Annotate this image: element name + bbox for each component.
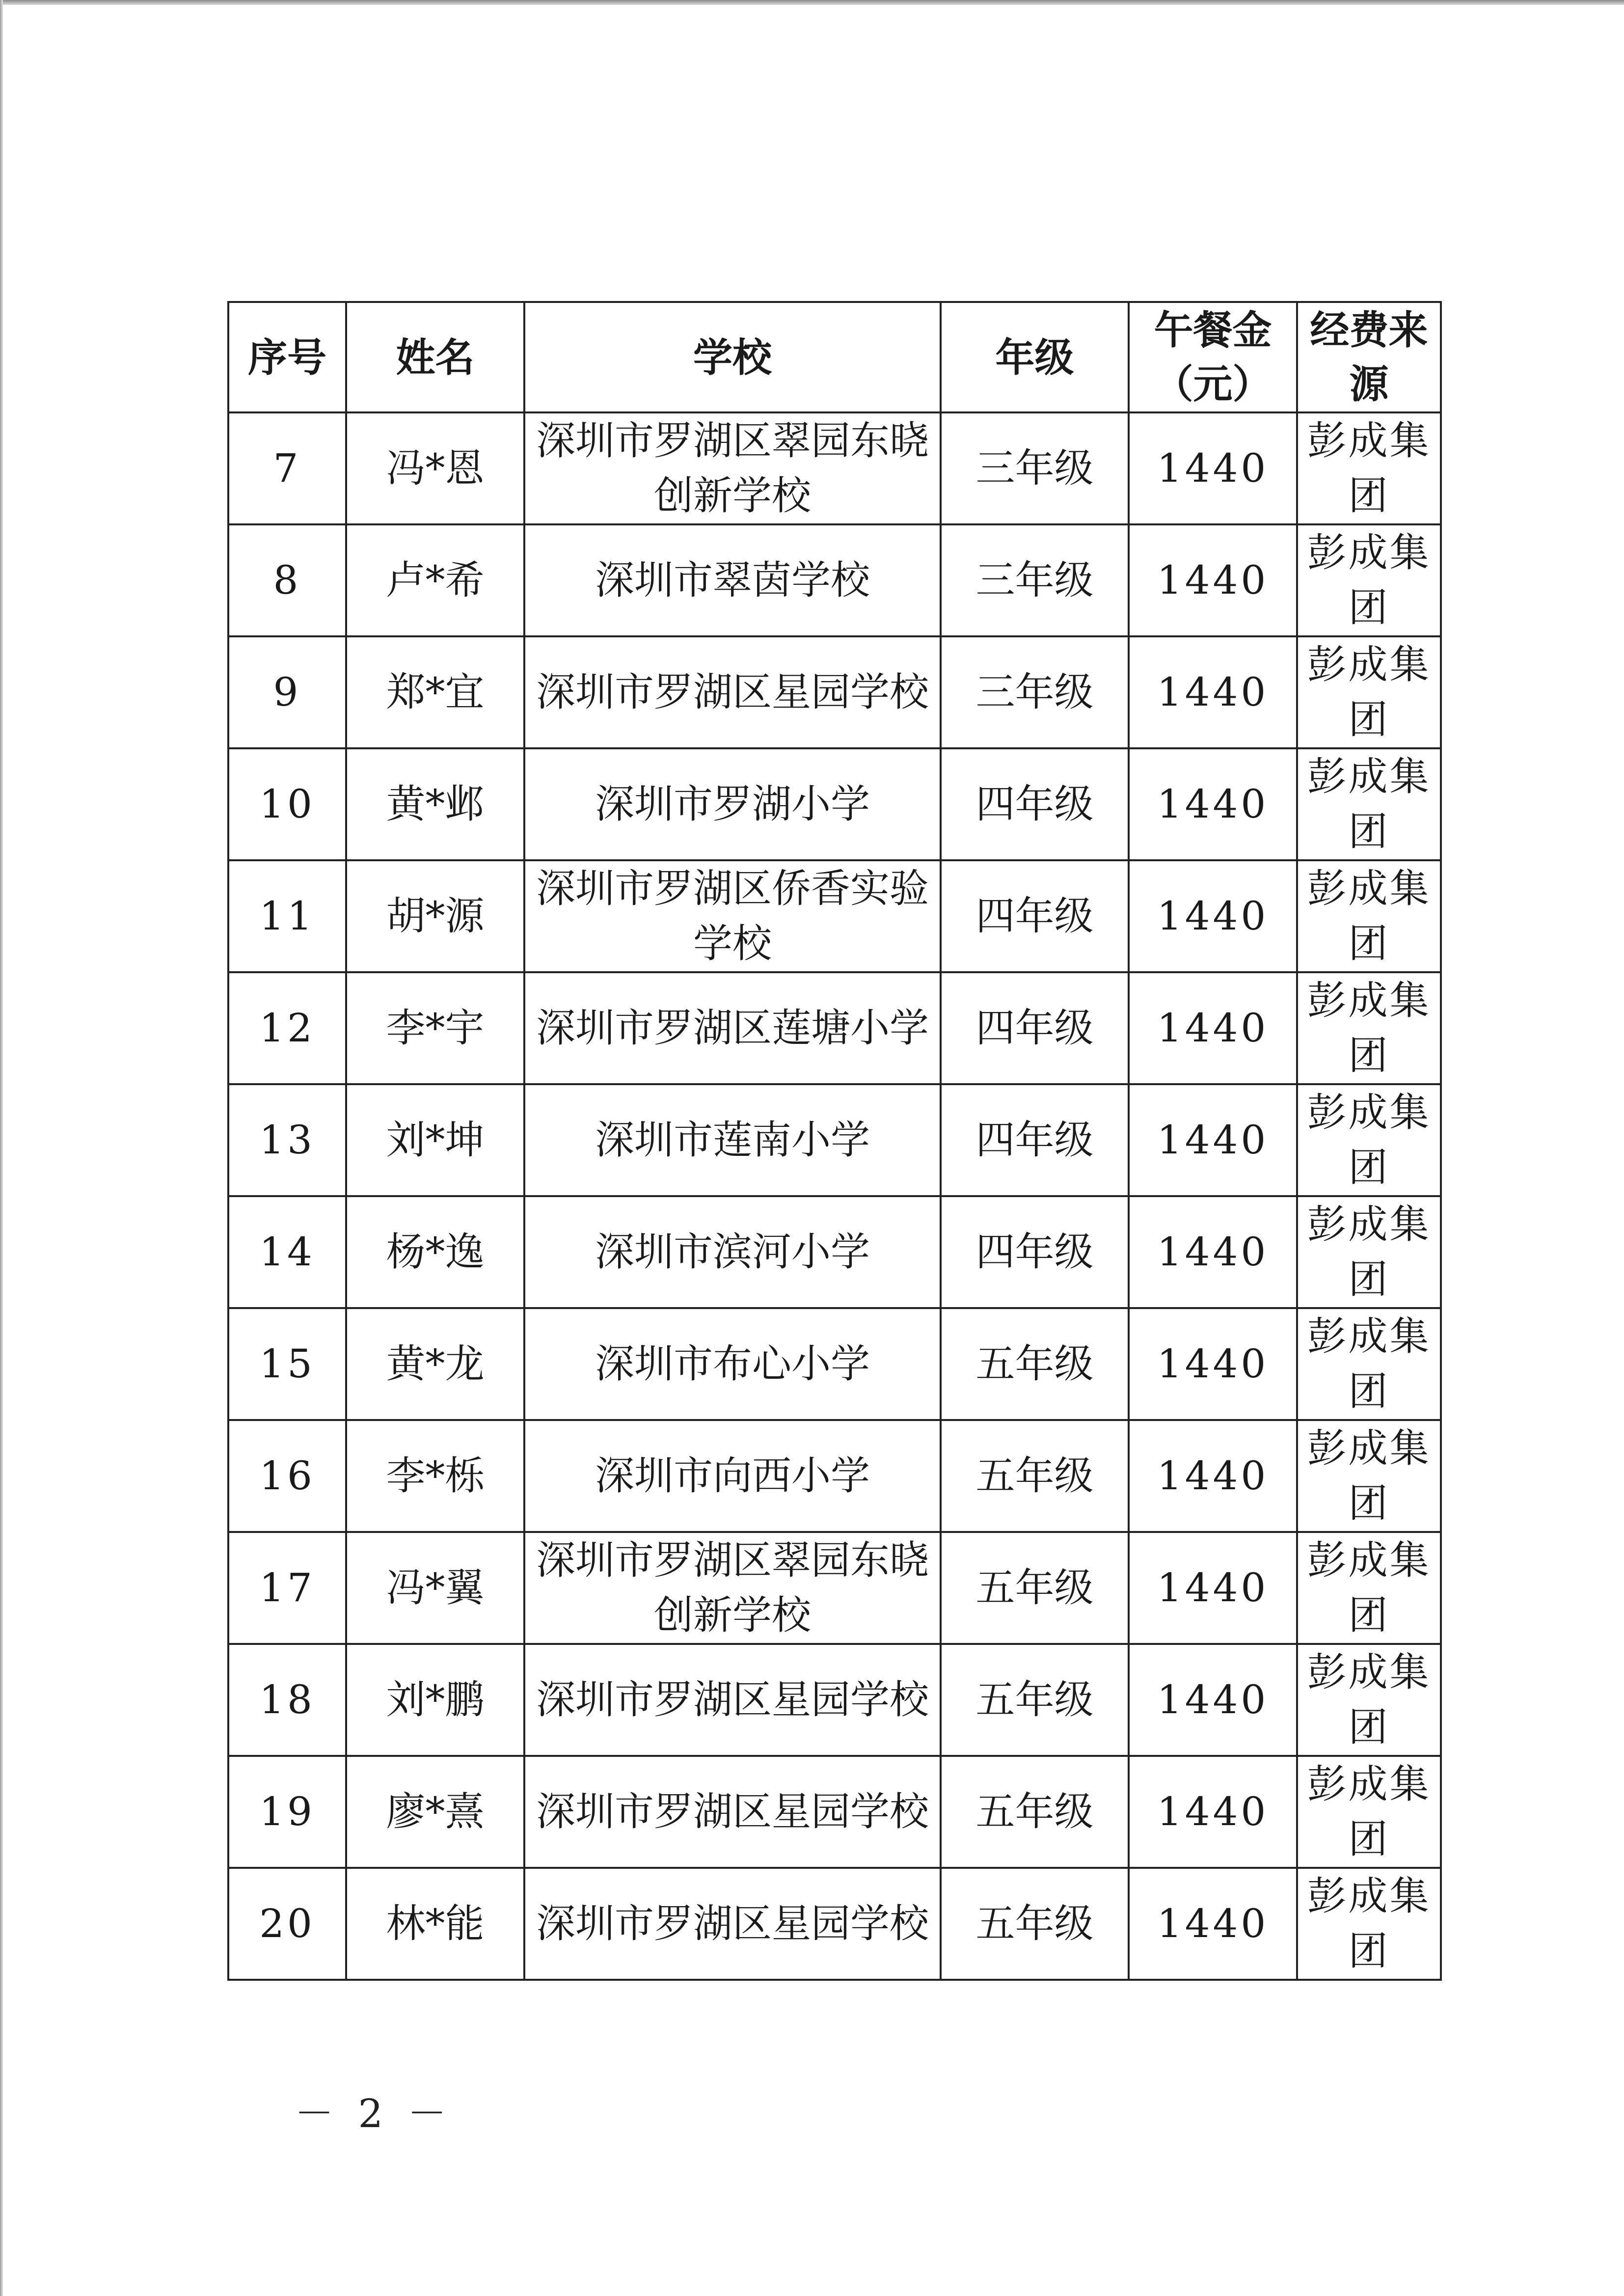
cell-index <box>228 972 346 1084</box>
table-header-row <box>228 302 1441 412</box>
cell-school-text: 深圳市罗湖区星园学校 <box>536 1901 929 1946</box>
cell-index-text: 13 <box>259 1117 315 1163</box>
cell-name-text: 胡*源 <box>386 893 485 939</box>
cell-amount-text: 1440 <box>1157 1005 1269 1051</box>
cell-name <box>346 1308 524 1420</box>
cell-source-text: 彭成集团 <box>1307 1425 1431 1526</box>
cell-school <box>524 1308 941 1420</box>
cell-name <box>346 1196 524 1308</box>
cell-grade <box>941 1532 1129 1644</box>
cell-grade <box>941 1308 1129 1420</box>
cell-name-text: 郑*宜 <box>386 669 485 715</box>
header-name-label: 姓名 <box>396 334 475 381</box>
cell-amount-text: 1440 <box>1157 1901 1269 1946</box>
cell-source <box>1297 412 1441 524</box>
cell-source-text: 彭成集团 <box>1307 1649 1431 1750</box>
cell-grade-text: 五年级 <box>975 1565 1094 1611</box>
cell-index <box>228 1084 346 1196</box>
cell-name <box>346 524 524 636</box>
cell-source <box>1297 1756 1441 1868</box>
cell-grade-text: 四年级 <box>975 1005 1094 1051</box>
cell-grade <box>941 972 1129 1084</box>
cell-amount-text: 1440 <box>1157 1789 1269 1834</box>
cell-source <box>1297 860 1441 972</box>
cell-amount <box>1129 1196 1297 1308</box>
cell-index <box>228 1644 346 1756</box>
cell-name-text: 杨*逸 <box>386 1229 485 1275</box>
cell-grade <box>941 860 1129 972</box>
cell-school <box>524 1868 941 1980</box>
header-school <box>524 302 941 412</box>
cell-name <box>346 1420 524 1532</box>
cell-index-text: 11 <box>259 893 315 939</box>
cell-grade <box>941 1756 1129 1868</box>
cell-name-text: 冯*恩 <box>386 445 485 491</box>
table-row <box>228 1420 1441 1532</box>
cell-source <box>1297 1308 1441 1420</box>
cell-amount-text: 1440 <box>1157 445 1269 491</box>
cell-grade-text: 五年级 <box>975 1901 1094 1946</box>
cell-name <box>346 860 524 972</box>
cell-source-text: 彭成集团 <box>1307 1313 1431 1414</box>
cell-amount <box>1129 1308 1297 1420</box>
cell-school-text: 深圳市向西小学 <box>595 1453 870 1499</box>
cell-name-text: 刘*坤 <box>386 1117 485 1163</box>
cell-school-text: 深圳市莲南小学 <box>595 1117 870 1163</box>
cell-name-text: 林*能 <box>386 1901 485 1946</box>
lunch-subsidy-table <box>227 301 1442 1981</box>
cell-source <box>1297 1084 1441 1196</box>
header-index-label: 序号 <box>247 334 326 381</box>
cell-grade-text: 五年级 <box>975 1341 1094 1387</box>
cell-school <box>524 1196 941 1308</box>
cell-source-text: 彭成集团 <box>1307 642 1431 742</box>
cell-index-text: 7 <box>273 445 301 491</box>
cell-name-text: 卢*希 <box>386 557 485 603</box>
cell-grade <box>941 1420 1129 1532</box>
cell-school <box>524 748 941 860</box>
cell-school-text: 深圳市罗湖区莲塘小学 <box>536 1005 929 1051</box>
cell-index-text: 17 <box>259 1565 315 1611</box>
cell-grade <box>941 1868 1129 1980</box>
cell-index-text: 20 <box>259 1901 315 1946</box>
table-row <box>228 412 1441 524</box>
cell-school-text: 深圳市罗湖区星园学校 <box>536 1677 929 1722</box>
cell-amount <box>1129 1420 1297 1532</box>
cell-school-text: 深圳市布心小学 <box>595 1341 870 1387</box>
cell-index <box>228 1756 346 1868</box>
cell-amount <box>1129 860 1297 972</box>
cell-grade <box>941 412 1129 524</box>
cell-index <box>228 1868 346 1980</box>
cell-amount-text: 1440 <box>1157 557 1269 603</box>
cell-amount <box>1129 1084 1297 1196</box>
cell-school <box>524 1084 941 1196</box>
cell-source <box>1297 1420 1441 1532</box>
cell-school-text: 深圳市罗湖区翠园东晓创新学校 <box>536 1537 929 1638</box>
cell-grade <box>941 1644 1129 1756</box>
cell-name <box>346 748 524 860</box>
cell-amount-text: 1440 <box>1157 1677 1269 1722</box>
cell-source-text: 彭成集团 <box>1307 530 1431 630</box>
cell-index-text: 9 <box>273 669 301 715</box>
table-row <box>228 748 1441 860</box>
cell-grade-text: 四年级 <box>975 781 1094 827</box>
cell-source <box>1297 748 1441 860</box>
table-row <box>228 1308 1441 1420</box>
cell-name <box>346 1532 524 1644</box>
cell-index <box>228 1532 346 1644</box>
cell-index <box>228 636 346 748</box>
cell-name <box>346 1756 524 1868</box>
cell-index <box>228 1308 346 1420</box>
cell-source <box>1297 1532 1441 1644</box>
cell-grade <box>941 636 1129 748</box>
header-grade <box>941 302 1129 412</box>
cell-index-text: 18 <box>259 1677 315 1722</box>
header-index <box>228 302 346 412</box>
cell-index <box>228 1420 346 1532</box>
cell-name-text: 李*宇 <box>386 1005 485 1051</box>
cell-amount <box>1129 1532 1297 1644</box>
cell-index-text: 19 <box>259 1789 315 1834</box>
cell-name-text: 黄*邺 <box>386 781 485 827</box>
cell-amount <box>1129 636 1297 748</box>
cell-grade-text: 五年级 <box>975 1677 1094 1722</box>
cell-school <box>524 1532 941 1644</box>
cell-name <box>346 1644 524 1756</box>
cell-source <box>1297 1644 1441 1756</box>
cell-index <box>228 860 346 972</box>
cell-school-text: 深圳市罗湖区星园学校 <box>536 1789 929 1834</box>
cell-amount-text: 1440 <box>1157 1229 1269 1275</box>
cell-amount-text: 1440 <box>1157 1453 1269 1499</box>
cell-source-text: 彭成集团 <box>1307 1090 1431 1190</box>
cell-index-text: 10 <box>259 781 315 827</box>
cell-amount-text: 1440 <box>1157 1341 1269 1387</box>
cell-index-text: 15 <box>259 1341 315 1387</box>
table-row <box>228 1644 1441 1756</box>
cell-source-text: 彭成集团 <box>1307 1537 1431 1638</box>
cell-school <box>524 524 941 636</box>
cell-school-text: 深圳市罗湖区翠园东晓创新学校 <box>536 418 929 519</box>
cell-source <box>1297 1868 1441 1980</box>
cell-grade-text: 五年级 <box>975 1453 1094 1499</box>
cell-school-text: 深圳市罗湖小学 <box>595 781 870 827</box>
cell-amount <box>1129 1868 1297 1980</box>
cell-amount-text: 1440 <box>1157 1117 1269 1163</box>
cell-source-text: 彭成集团 <box>1307 754 1431 854</box>
cell-index-text: 12 <box>259 1005 315 1051</box>
cell-name <box>346 636 524 748</box>
scan-edge-left <box>0 0 3 2296</box>
table-row <box>228 1084 1441 1196</box>
cell-index <box>228 412 346 524</box>
cell-name-text: 李*栎 <box>386 1453 485 1499</box>
cell-amount <box>1129 524 1297 636</box>
cell-school <box>524 636 941 748</box>
header-source <box>1297 302 1441 412</box>
page-number: － 2 － <box>295 2091 453 2136</box>
cell-source-text: 彭成集团 <box>1307 1761 1431 1862</box>
cell-school <box>524 1756 941 1868</box>
cell-name <box>346 412 524 524</box>
cell-index-text: 8 <box>273 557 301 603</box>
table-row <box>228 1868 1441 1980</box>
header-name <box>346 302 524 412</box>
table-body <box>228 412 1441 1980</box>
cell-grade-text: 四年级 <box>975 893 1094 939</box>
cell-index-text: 14 <box>259 1229 315 1275</box>
header-grade-label: 年级 <box>995 334 1074 381</box>
cell-index <box>228 748 346 860</box>
table-row <box>228 1756 1441 1868</box>
cell-grade <box>941 1196 1129 1308</box>
cell-amount <box>1129 412 1297 524</box>
cell-school-text: 深圳市罗湖区星园学校 <box>536 669 929 715</box>
cell-name-text: 刘*鹏 <box>386 1677 485 1722</box>
cell-name <box>346 972 524 1084</box>
table-row <box>228 1532 1441 1644</box>
cell-source-text: 彭成集团 <box>1307 866 1431 966</box>
cell-amount-text: 1440 <box>1157 893 1269 939</box>
cell-source-text: 彭成集团 <box>1307 1873 1431 1974</box>
cell-grade-text: 四年级 <box>975 1117 1094 1163</box>
cell-index <box>228 1196 346 1308</box>
cell-amount-text: 1440 <box>1157 781 1269 827</box>
cell-school-text: 深圳市滨河小学 <box>595 1229 870 1275</box>
cell-source <box>1297 1196 1441 1308</box>
header-amount-label: 午餐金（元） <box>1154 307 1272 407</box>
cell-amount <box>1129 972 1297 1084</box>
cell-school <box>524 972 941 1084</box>
cell-index-text: 16 <box>259 1453 315 1499</box>
cell-amount <box>1129 748 1297 860</box>
cell-source-text: 彭成集团 <box>1307 418 1431 519</box>
cell-amount <box>1129 1644 1297 1756</box>
cell-name <box>346 1084 524 1196</box>
table-row <box>228 860 1441 972</box>
cell-school <box>524 412 941 524</box>
cell-amount <box>1129 1756 1297 1868</box>
table-row <box>228 972 1441 1084</box>
cell-amount-text: 1440 <box>1157 669 1269 715</box>
cell-grade <box>941 1084 1129 1196</box>
cell-amount-text: 1440 <box>1157 1565 1269 1611</box>
table-row <box>228 636 1441 748</box>
cell-school <box>524 860 941 972</box>
header-source-label: 经费来源 <box>1310 307 1428 407</box>
cell-source-text: 彭成集团 <box>1307 1202 1431 1302</box>
table-row <box>228 1196 1441 1308</box>
cell-index <box>228 524 346 636</box>
cell-school <box>524 1420 941 1532</box>
cell-source <box>1297 524 1441 636</box>
table-row <box>228 524 1441 636</box>
header-amount <box>1129 302 1297 412</box>
cell-source-text: 彭成集团 <box>1307 978 1431 1078</box>
header-school-label: 学校 <box>693 334 772 381</box>
cell-name-text: 冯*翼 <box>386 1565 485 1611</box>
cell-school <box>524 1644 941 1756</box>
cell-grade-text: 五年级 <box>975 1789 1094 1834</box>
cell-grade-text: 三年级 <box>975 557 1094 603</box>
cell-name <box>346 1868 524 1980</box>
cell-name-text: 黄*龙 <box>386 1341 485 1387</box>
cell-source <box>1297 636 1441 748</box>
cell-school-text: 深圳市罗湖区侨香实验学校 <box>536 866 929 966</box>
cell-grade <box>941 524 1129 636</box>
scan-edge-top <box>0 0 1624 5</box>
cell-grade <box>941 748 1129 860</box>
cell-grade-text: 三年级 <box>975 669 1094 715</box>
cell-school-text: 深圳市翠茵学校 <box>595 557 870 603</box>
cell-source <box>1297 972 1441 1084</box>
cell-grade-text: 四年级 <box>975 1229 1094 1275</box>
cell-name-text: 廖*熹 <box>386 1789 485 1834</box>
cell-grade-text: 三年级 <box>975 445 1094 491</box>
